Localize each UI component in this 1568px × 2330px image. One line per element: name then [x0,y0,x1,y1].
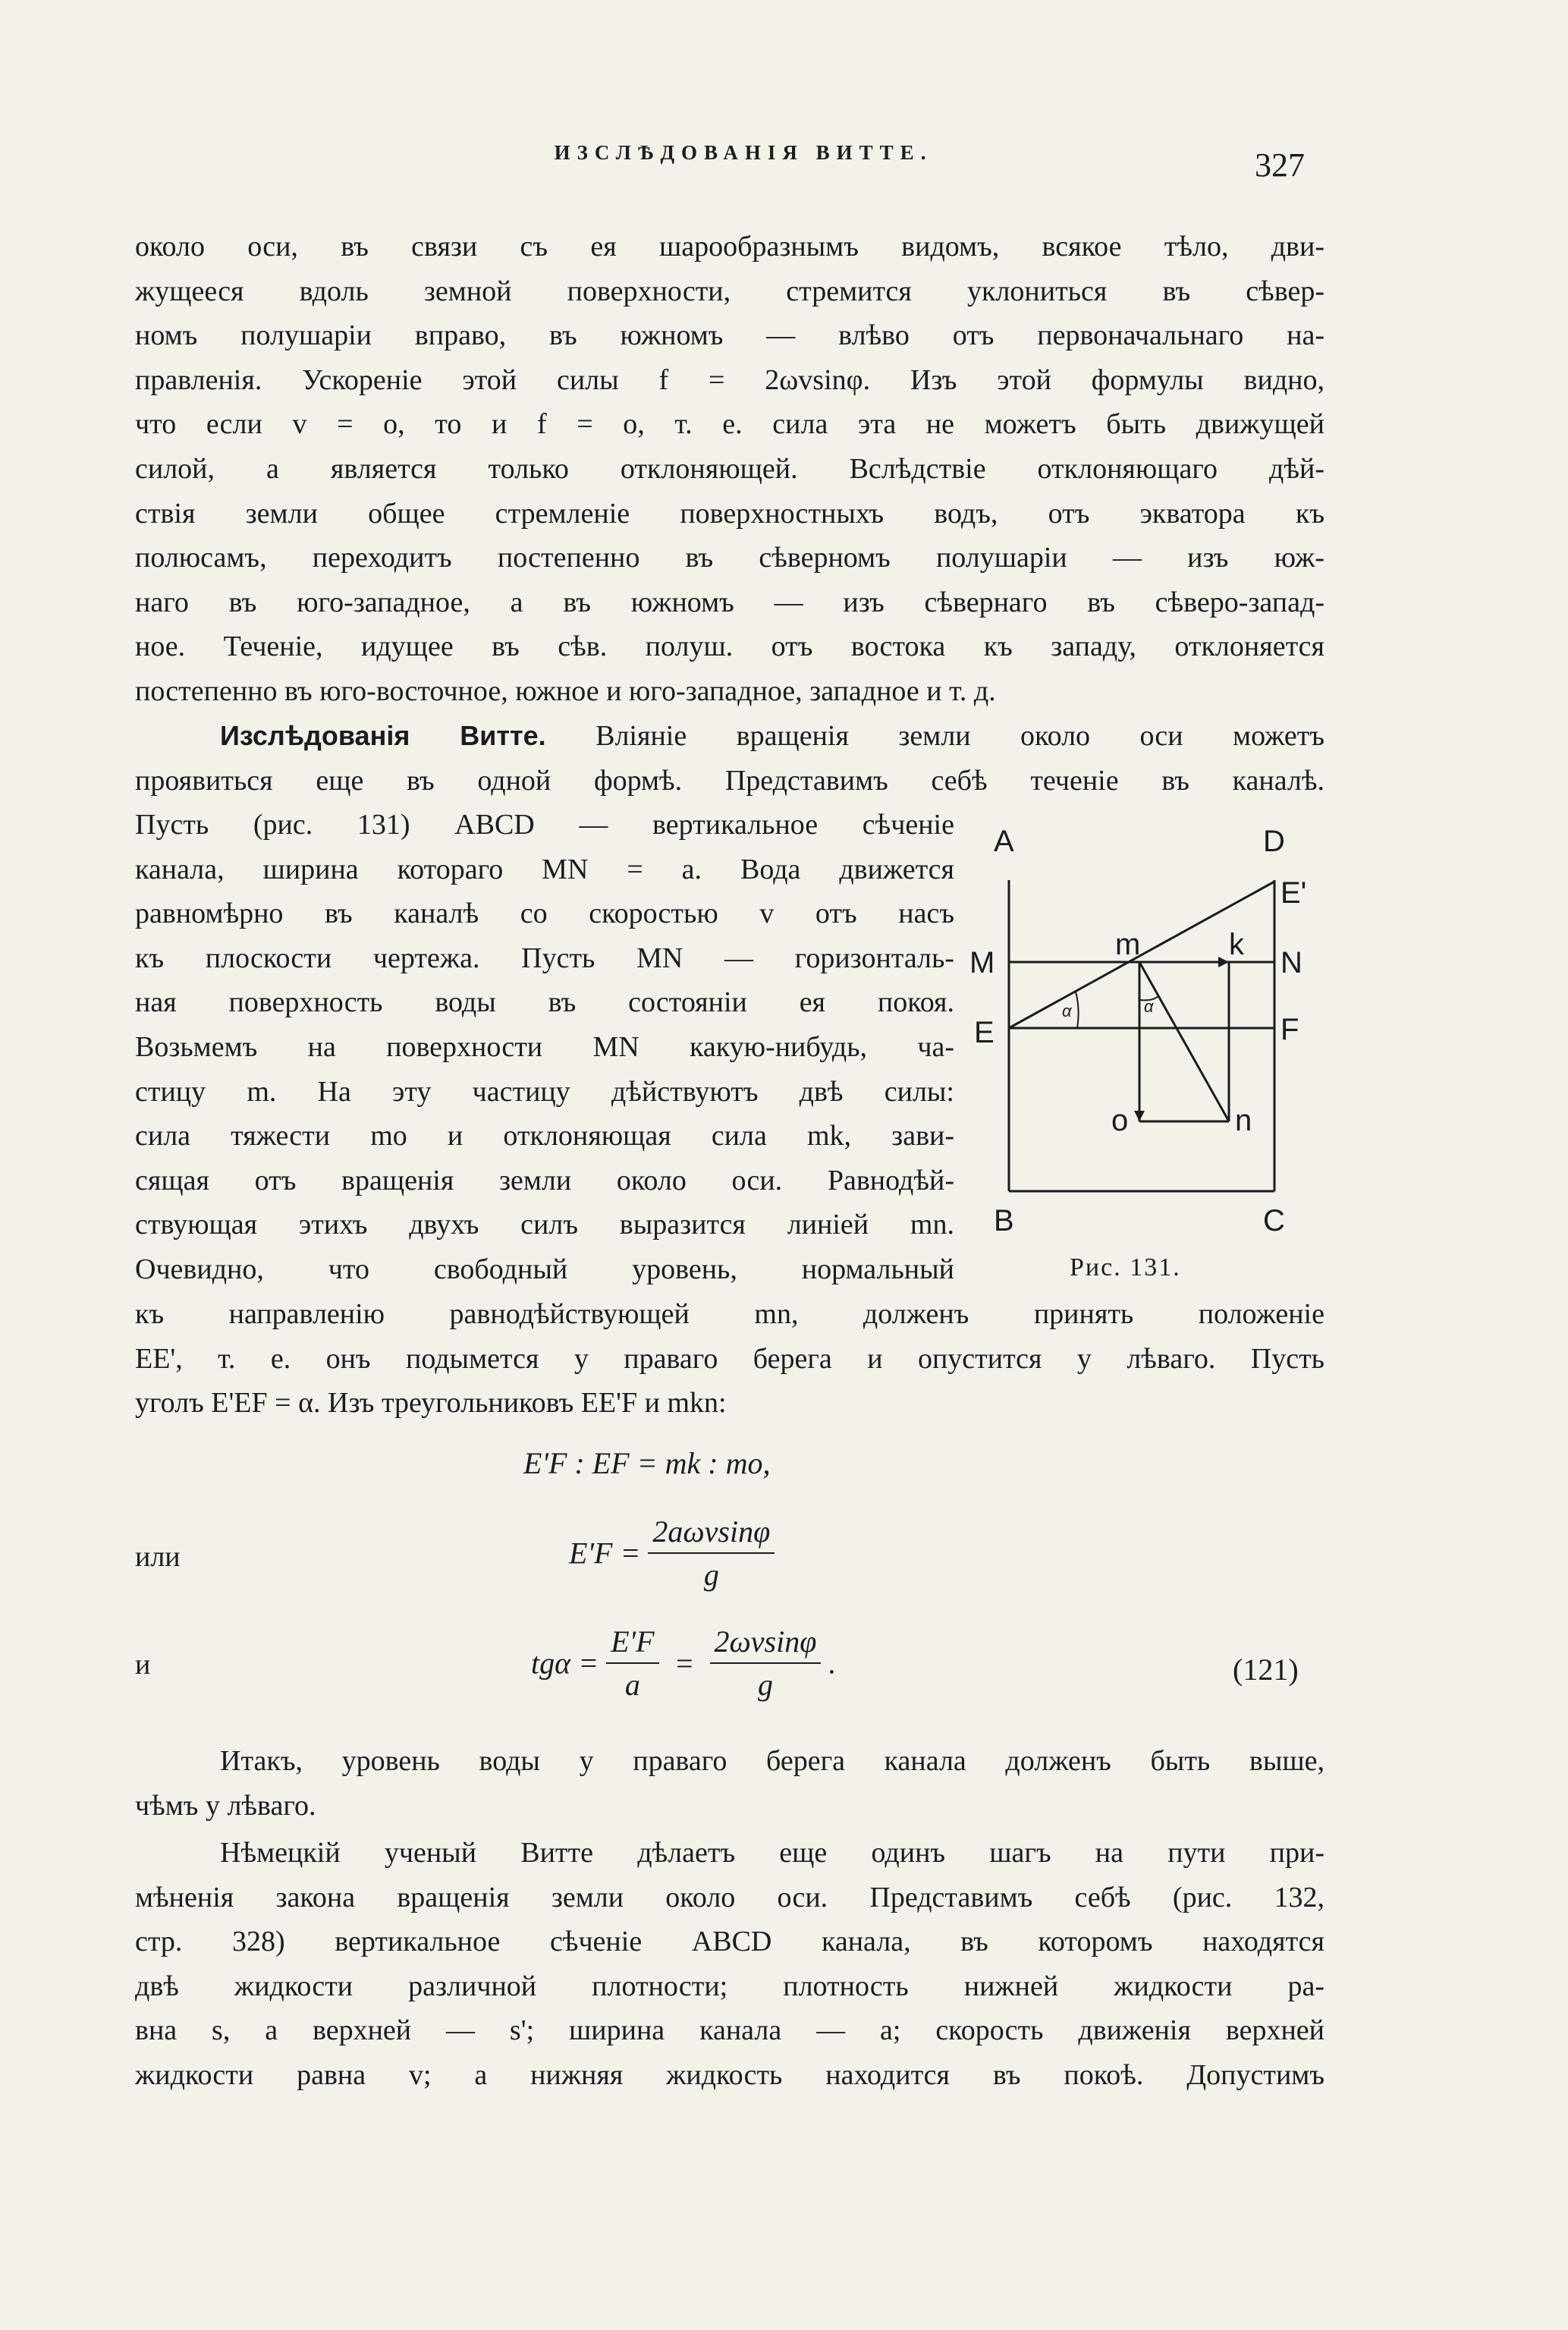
text-line: ствія земли общее стремленіе поверхностныхъ водъ, отъ экватора къ [135,497,1324,530]
text-line: правленія. Ускореніе этой силы f = 2ωvsinφ. Изъ этой формулы видно, [135,363,1324,396]
equation-number: (121) [1233,1652,1299,1687]
paragraph-1 [135,225,1324,714]
equation-3 [531,1624,836,1703]
connector-and: и [135,1649,151,1681]
text-line: канала, ширина котораго MN = a. Вода движется [135,853,954,885]
equation-2 [569,1514,775,1593]
label-m: m [1115,928,1141,961]
text-line: сила тяжести mo и отклоняющая сила mk, зави- [135,1120,954,1152]
text-line: Возьмемъ на поверхности MN какую-нибудь, ча- [135,1030,954,1063]
text-line: Очевидно, что свободный уровень, нормальный [135,1253,954,1285]
eq3-denominator-2: g [757,1668,773,1702]
text-line: уголъ E'EF = α. Изъ треугольниковъ EE'F и mkn: [135,1387,727,1420]
text-line: полюсамъ, переходитъ постепенно въ сѣверномъ полушаріи — изъ юж- [135,542,1324,574]
label-D: D [1263,825,1285,858]
figure-131 [963,812,1328,1252]
text-line: Итакъ, уровень воды у праваго берега канала долженъ быть выше, [220,1745,1324,1777]
equation-1: E'F : EF = mk : mo, [523,1446,771,1480]
label-C: C [1263,1204,1285,1237]
eq3-denominator-1: a [624,1668,640,1702]
eq2-numerator: 2aωvsinφ [648,1514,775,1554]
paragraph-4 [135,1831,1324,2098]
text-line: стицу m. На эту частицу дѣйствуютъ двѣ силы: [135,1075,954,1108]
text-line: двѣ жидкости различной плотности; плотность нижней жидкости ра- [135,1970,1324,2002]
label-n: n [1235,1104,1252,1137]
angle-arc-1 [1076,992,1079,1028]
text-line: сящая отъ вращенія земли около оси. Равнодѣй- [135,1164,954,1196]
text-line: около оси, въ связи съ ея шарообразнымъ видомъ, всякое тѣло, дви- [135,231,1324,263]
eq3-fraction-1 [606,1624,658,1703]
text-line: EE', т. е. онъ подымется у праваго берега и опустится у лѣваго. Пусть [135,1342,1324,1375]
arrow-mk [1218,957,1229,967]
text-line: Нѣмецкій ученый Витте дѣлаетъ еще одинъ шагъ на пути при- [220,1837,1324,1869]
text-line: силой, а является только отклоняющей. Вслѣдствіе отклоняющаго дѣй- [135,452,1324,485]
text-line: ная поверхность воды въ состояніи ея покоя. [135,986,954,1019]
text-line: постепенно въ юго-восточное, южное и юго-западное, западное и т. д. [135,674,996,707]
text-line: проявиться еще въ одной формѣ. Представимъ себѣ теченіе въ каналѣ. [135,765,1324,797]
label-M: M [969,946,995,979]
running-title: ИЗСЛѢДОВАНІЯ ВИТТЕ. [554,141,933,164]
text-line: что если v = o, то и f = o, т. е. сила эта не можетъ быть движущей [135,408,1324,441]
text-line: Пусть (рис. 131) ABCD — вертикальное сѣченіе [135,809,954,841]
text-line: ствующая этихъ двухъ силъ выразится линіей mn. [135,1209,954,1241]
eq3-equals: = [674,1646,695,1681]
eq2-lhs: E'F = [569,1536,641,1571]
section-heading: Изслѣдованія Витте. [220,720,546,751]
label-alpha-2: α [1144,997,1154,1016]
paragraph-2-first-line [135,714,1324,759]
eq3-lhs: tgα = [531,1646,599,1681]
text-line: къ направленію равнодѣйствующей mn, долженъ принять положеніе [135,1298,1324,1330]
text-line: жидкости равна v; а нижняя жидкость находится въ покоѣ. Допустимъ [135,2058,1324,2091]
eq2-fraction [648,1514,775,1593]
label-alpha-1: α [1062,1001,1072,1020]
connector-or: или [135,1541,181,1573]
text-line: жущееся вдоль земной поверхности, стремится уклониться въ сѣвер- [135,275,1324,307]
text-line: ное. Теченіе, идущее въ сѣв. полуш. отъ востока къ западу, отклоняется [135,630,1324,663]
label-k: k [1229,928,1244,961]
paragraph-2-full [135,759,1324,803]
page-number: 327 [1255,146,1305,184]
text-line: мѣненія закона вращенія земли около оси. Представимъ себѣ (рис. 132, [135,1881,1324,1913]
arrow-mo [1134,1111,1145,1121]
label-E: E [974,1016,995,1049]
text-line: къ плоскости чертежа. Пусть MN — горизонталь- [135,942,954,974]
resultant-mn [1139,962,1229,1121]
text-line: наго въ юго-западное, а въ южномъ — изъ сѣвернаго въ сѣверо-запад- [135,586,1324,618]
label-E-prime: E' [1280,876,1307,910]
label-N: N [1280,946,1302,979]
paragraph-2-narrow [135,803,954,1292]
text-line: стр. 328) вертикальное сѣченіе ABCD канала, въ которомъ находятся [135,1926,1324,1958]
eq3-dot: . [828,1646,837,1681]
label-o: o [1111,1104,1129,1137]
eq3-numerator-2: 2ωvsinφ [710,1624,822,1664]
text-line: вна s, а верхней — s'; ширина канала — a; скорость движенія верхней [135,2014,1324,2047]
label-F: F [1280,1013,1299,1046]
paragraph-2-first-text: Вліяніе вращенія земли около оси можетъ [595,720,1325,752]
label-B: B [994,1204,1014,1237]
eq3-fraction-2 [710,1624,822,1703]
label-A: A [994,825,1014,858]
eq3-numerator-1: E'F [606,1624,658,1664]
text-line: равномѣрно въ каналѣ со скоростью v отъ насъ [135,898,954,930]
text-line: чѣмъ у лѣваго. [135,1789,316,1822]
figure-caption: Рис. 131. [1070,1253,1181,1281]
paragraph-3 [135,1739,1324,1828]
eq2-denominator: g [703,1558,719,1592]
text-line: номъ полушаріи вправо, въ южномъ — влѣво отъ первоначальнаго на- [135,319,1324,352]
paragraph-2-after [135,1292,1324,1426]
